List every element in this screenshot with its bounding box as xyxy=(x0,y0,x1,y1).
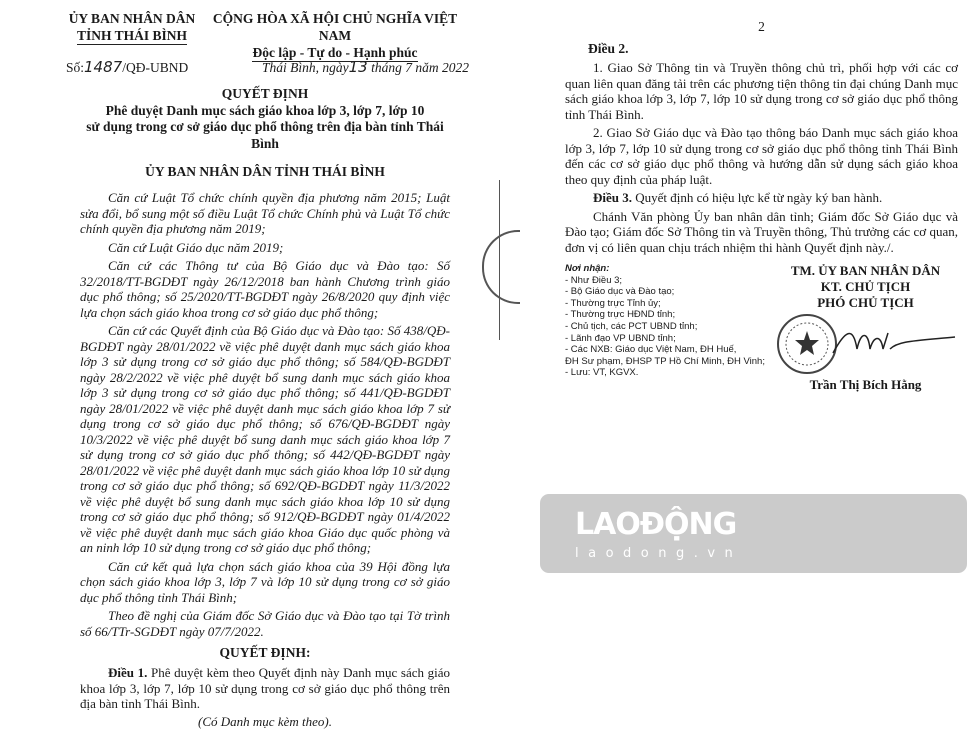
article2-item: 2. Giao Sở Giáo dục và Đào tạo thông báo Danh mục sách giáo khoa lớp 3, lớp 7, lớp 10 sử dụng trong cơ sở giáo dục phổ thông tỉnh Thái Bình đến các cơ sở giáo dục phổ thông và hướng dẫn sử dụng sách giáo khoa theo quy định của pháp luật. xyxy=(565,125,958,187)
handwritten-signature xyxy=(833,333,955,353)
recipient: - Lãnh đạo VP UBND tỉnh; xyxy=(565,333,765,345)
article2-item: 1. Giao Sở Thông tin và Truyền thông chủ trì, phối hợp với các cơ quan liên quan đăng tải trên các phương tiện thông tin đại chúng Danh mục sách giáo khoa lớp 3, lớp 7, lớp 10 sử dụng trong cơ sở giáo dục phổ thông tỉnh Thái Bình. xyxy=(565,60,958,122)
preamble-paragraph: Theo đề nghị của Giám đốc Sở Giáo dục và Đào tạo tại Tờ trình số 66/TTr-SGDĐT ngày 07/7/2022. xyxy=(80,608,450,639)
closing-paragraph: Chánh Văn phòng Ủy ban nhân dân tỉnh; Giám đốc Sở Giáo dục và Đào tạo; Giám đốc Sở Thông tin và Truyền thông, Thủ trưởng các cơ quan, đơn vị có liên quan chịu trách nhiệm thi hành Quyết định này./. xyxy=(565,209,958,256)
preamble-paragraph: Căn cứ kết quả lựa chọn sách giáo khoa của 39 Hội đồng lựa chọn sách giáo khoa lớp 3, lớp 7 và lớp 10 sử dụng trong cơ sở giáo dục phổ thông tỉnh Thái Bình; xyxy=(80,559,450,606)
document-date: Thái Bình, ngày13 tháng 7 năm 2022 xyxy=(262,58,469,77)
agency-line2: TỈNH THÁI BÌNH xyxy=(77,27,187,45)
laodong-watermark xyxy=(540,494,967,573)
signature-row xyxy=(565,263,958,393)
motto: Độc lập - Tự do - Hạnh phúc xyxy=(252,44,417,62)
national-header xyxy=(210,10,460,62)
recipient: - Thường trực HĐND tỉnh; xyxy=(565,309,765,321)
handwritten-day: 13 xyxy=(349,58,368,76)
recipient: - Bộ Giáo dục và Đào tạo; xyxy=(565,286,765,298)
sign-line1: TM. ỦY BAN NHÂN DÂN xyxy=(773,263,958,279)
article3-text: Quyết định có hiệu lực kể từ ngày ký ban hành. xyxy=(635,190,882,205)
handwritten-number: 1487 xyxy=(84,58,122,76)
recipient: - Chủ tịch, các PCT UBND tỉnh; xyxy=(565,321,765,333)
national-title: CỘNG HÒA XÃ HỘI CHỦ NGHĨA VIỆT NAM xyxy=(210,10,460,44)
signature-block xyxy=(773,263,958,393)
page-number: 2 xyxy=(565,19,958,35)
article1-text: Phê duyệt kèm theo Quyết định này Danh mục sách giáo khoa lớp 3, lớp 7, lớp 10 sử dụng trong cơ sở giáo dục phổ thông trên địa bàn tỉnh Thái Bình. xyxy=(80,665,450,711)
doc-type: QUYẾT ĐỊNH xyxy=(72,86,458,103)
article3-label: Điều 3. xyxy=(593,190,632,205)
document-number: Số:1487/QĐ-UBND xyxy=(66,58,188,77)
article2-label: Điều 2. xyxy=(588,41,958,57)
star-icon xyxy=(795,331,819,355)
subject-line2: sử dụng trong cơ sở giáo dục phổ thông trên địa bàn tỉnh Thái Bình xyxy=(72,119,458,152)
issuer: ỦY BAN NHÂN DÂN TỈNH THÁI BÌNH xyxy=(72,164,458,180)
subject-line1: Phê duyệt Danh mục sách giáo khoa lớp 3, lớp 7, lớp 10 xyxy=(72,103,458,120)
signer-name: Trần Thị Bích Hằng xyxy=(773,377,958,393)
left-page-content xyxy=(72,86,458,729)
brand-site: laodong.vn xyxy=(575,546,742,562)
article-1 xyxy=(72,665,458,712)
sign-line3: PHÓ CHỦ TỊCH xyxy=(773,295,958,311)
article1-label: Điều 1. xyxy=(108,665,147,680)
agency-header xyxy=(62,10,202,45)
preamble-paragraph: Căn cứ Luật Tổ chức chính quyền địa phương năm 2015; Luật sửa đổi, bổ sung một số điều Luật Tổ chức Chính phủ và Luật Tổ chức chính quyền địa phương năm 2019; xyxy=(80,190,450,237)
agency-line1: ỦY BAN NHÂN DÂN xyxy=(62,10,202,27)
right-body xyxy=(565,41,958,255)
recipient: - Thường trực Tỉnh ủy; xyxy=(565,298,765,310)
right-page-content xyxy=(565,19,958,393)
recipients-title: Nơi nhận: xyxy=(565,263,765,275)
official-seal xyxy=(773,313,958,375)
preamble-paragraph: Căn cứ Luật Giáo dục năm 2019; xyxy=(80,240,450,256)
recipient: - Lưu: VT, KGVX. xyxy=(565,367,765,379)
recipient: - Như Điều 3; xyxy=(565,275,765,287)
signature-titles xyxy=(773,263,958,311)
article1-note: (Có Danh mục kèm theo). xyxy=(72,714,458,729)
preamble xyxy=(72,190,458,639)
preamble-paragraph: Căn cứ các Thông tư của Bộ Giáo dục và Đào tạo: Số 32/2018/TT-BGDĐT ngày 26/12/2018 ban hành Chương trình giáo dục phổ thông; số 25/2020/TT-BGDĐT ngày 26/8/2020 quy định việc lựa chọn sách giáo khoa trong cơ sở giáo dục phổ thông; xyxy=(80,258,450,320)
stamp-fragment xyxy=(482,230,520,304)
recipient: ĐH Sư phạm, ĐHSP TP Hồ Chí Minh, ĐH Vinh; xyxy=(565,356,765,368)
recipient: - Các NXB: Giáo dục Việt Nam, ĐH Huế, xyxy=(565,344,765,356)
preamble-paragraph: Căn cứ các Quyết định của Bộ Giáo dục và Đào tạo: Số 438/QĐ-BGDĐT ngày 28/01/2022 về việc phê duyệt danh mục sách giáo khoa lớp 3 sử dụng trong cơ sở giáo dục phổ thông; số 584/QĐ-BGDĐT ngày 28/2/2022 về việc phê duyệt bổ sung danh mục sách giáo khoa lớp 3 sử dụng trong cơ sở giáo dục phổ thông; số 441/QĐ-BGDĐT ngày 28/01/2022 về việc phê duyệt danh mục sách giáo khoa lớp 7 sử dụng trong cơ sở giáo dục phổ thông; số 676/QĐ-BGDĐT ngày 10/3/2022 về việc phê duyệt bổ sung danh mục sách giáo khoa lớp 7 sử dụng trong cơ sở giáo dục phổ thông; số 442/QĐ-BGDĐT ngày 28/01/2022 về việc phê duyệt danh mục sách giáo khoa lớp 10 sử dụng trong cơ sở giáo dục phổ thông; số 692/QĐ-BGDĐT ngày 11/3/2022 về việc phê duyệt bổ sung danh mục sách giáo khoa lớp 10 sử dụng trong cơ sở giáo dục phổ thông; số 912/QĐ-BGDĐT ngày 01/4/2022 về việc phê duyệt danh mục sách giáo khoa Giáo dục quốc phòng và an ninh lớp 10 sử dụng trong cơ sở giáo dục phổ thông; xyxy=(80,323,450,556)
decision-heading: QUYẾT ĐỊNH: xyxy=(72,645,458,661)
brand-logo: LAOĐỘNG xyxy=(575,508,736,542)
recipients-list xyxy=(565,263,765,393)
sign-line2: KT. CHỦ TỊCH xyxy=(773,279,958,295)
decision-title-block xyxy=(72,86,458,152)
